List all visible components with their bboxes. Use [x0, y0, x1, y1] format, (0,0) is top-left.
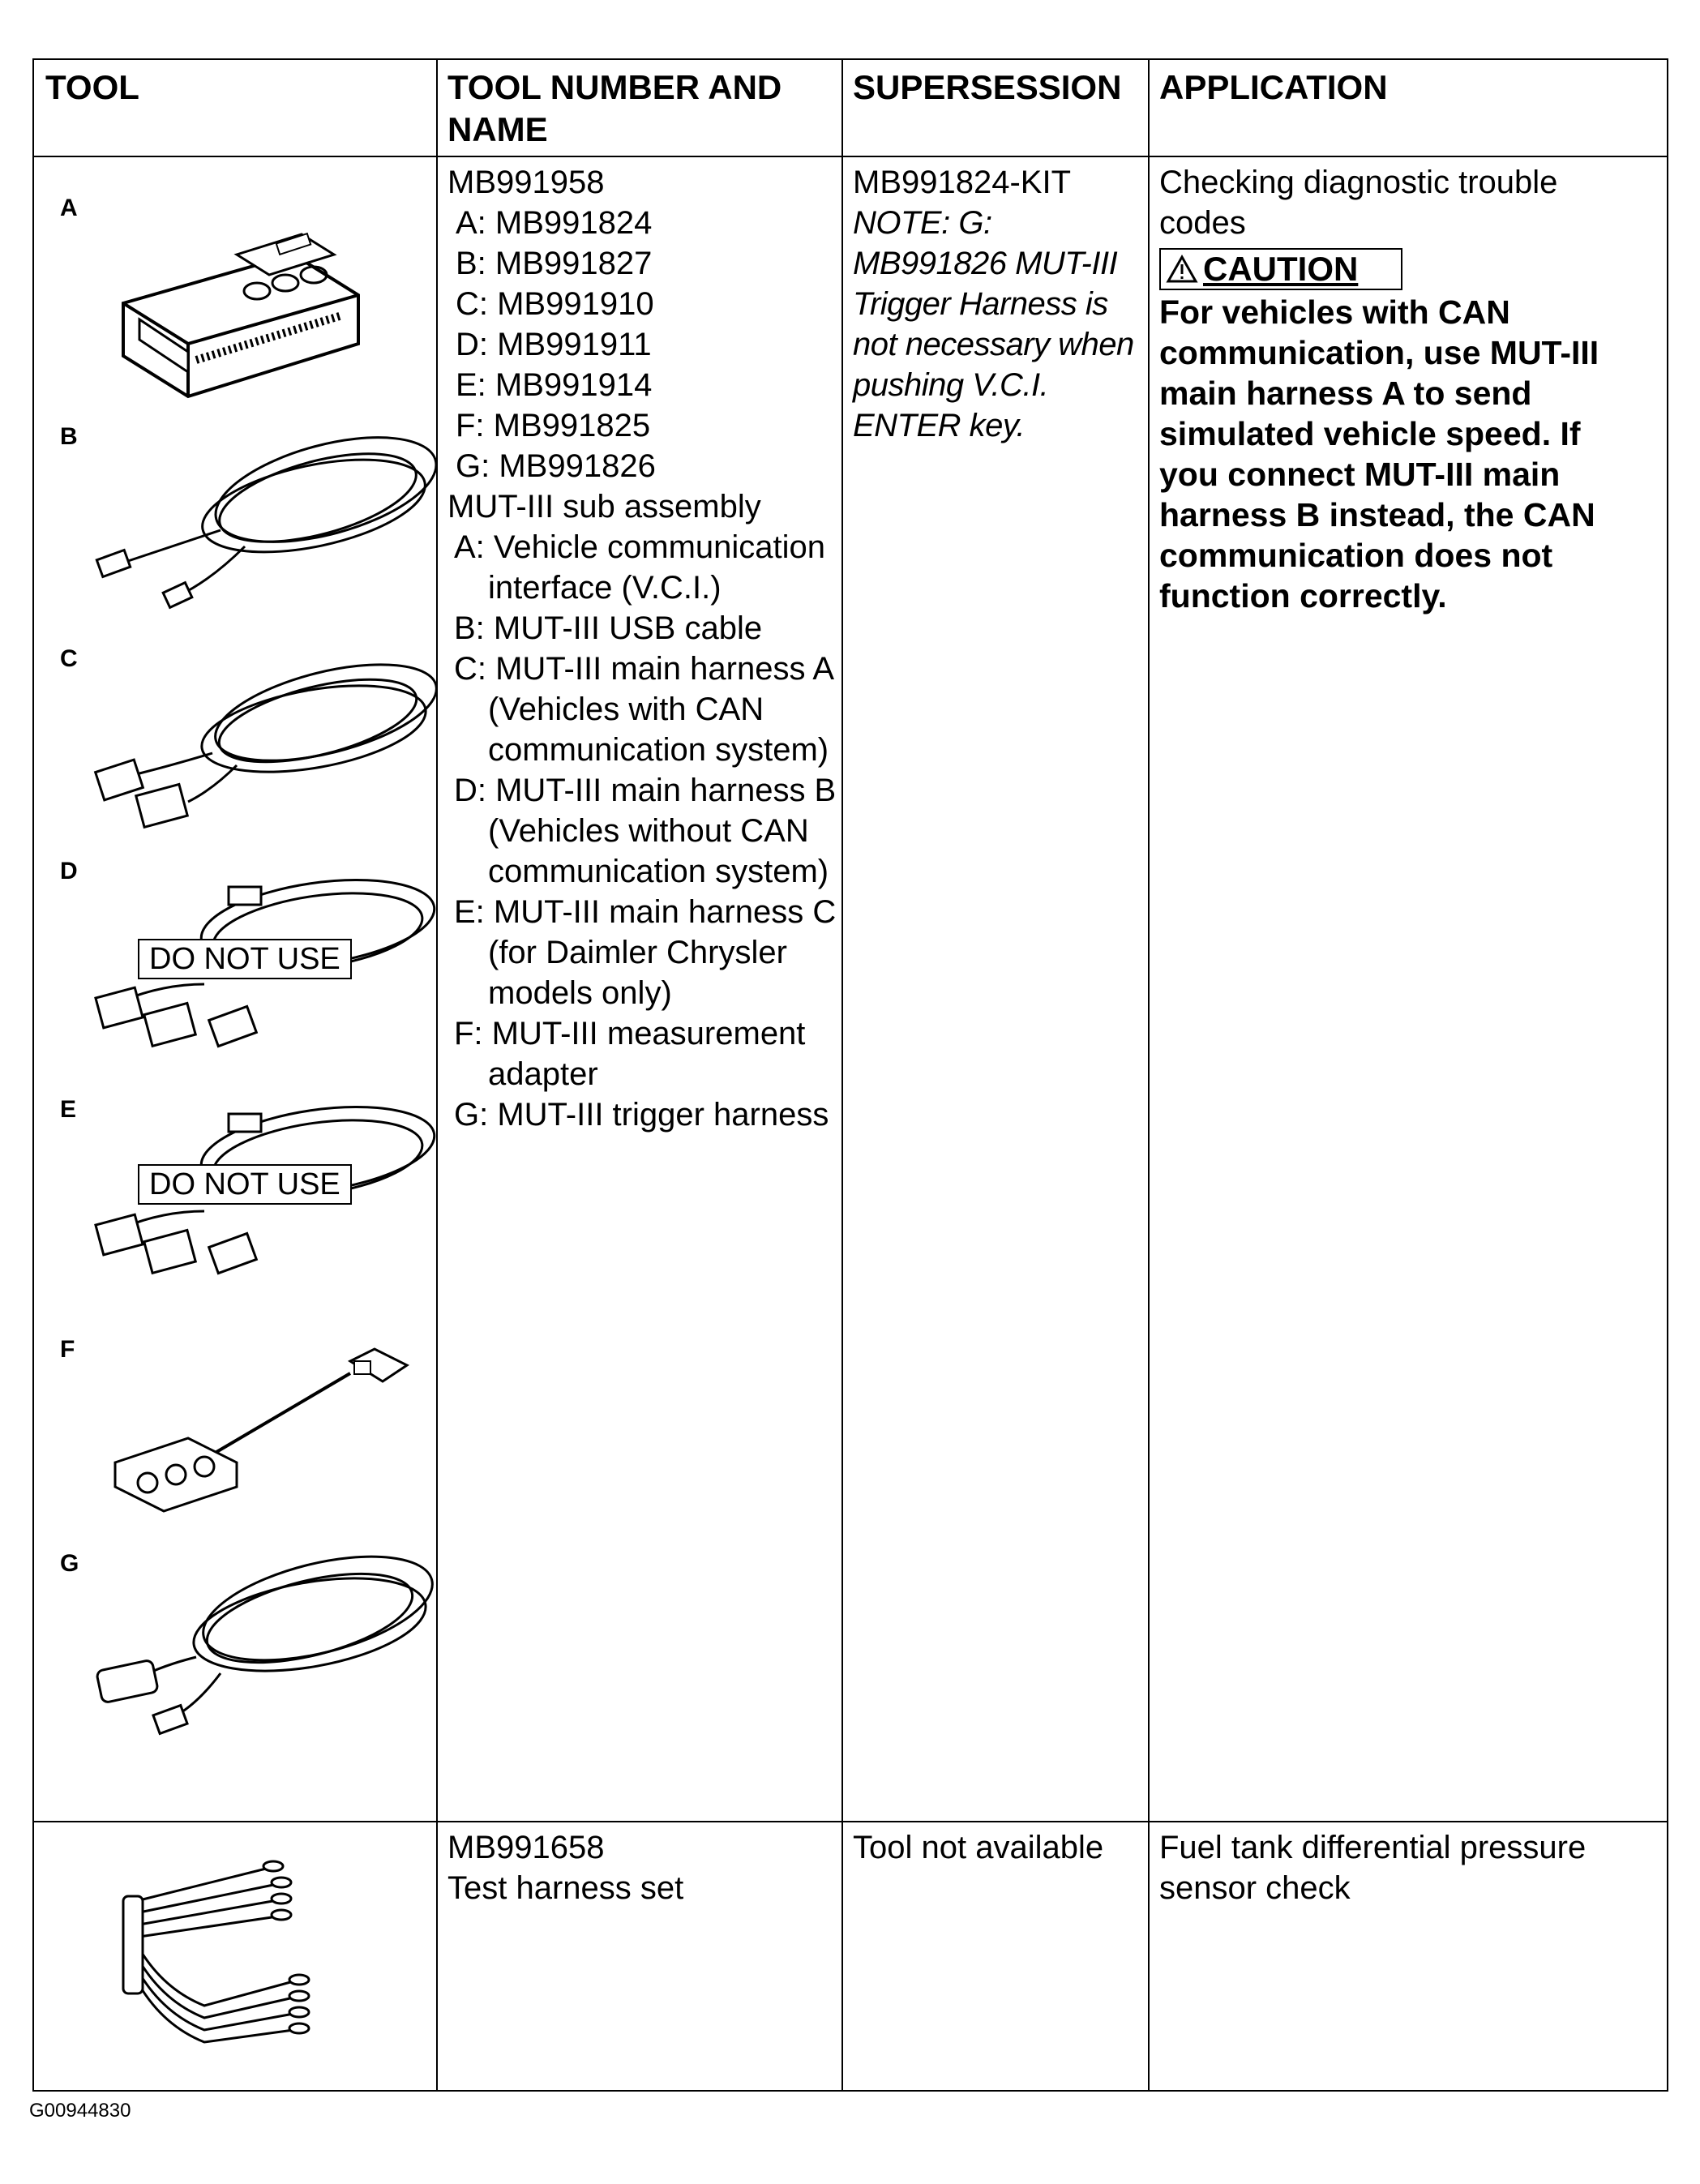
supersession-note: NOTE: G: MB991826 MUT-III Trigger Harness is not necessary when pushing V.C.I. ENTER key. [853, 205, 1134, 443]
sub-assembly-title: MUT-III sub assembly [447, 489, 761, 525]
header-tool-number: TOOL NUMBER AND NAME [447, 68, 782, 148]
sub-assembly-item: A: Vehicle communication interface (V.C.I.) [454, 529, 826, 606]
row-divider [34, 1821, 1667, 1822]
sub-assembly-item: G: MUT-III trigger harness [454, 1097, 829, 1133]
application-text: Checking diagnostic trouble codes [1159, 165, 1558, 241]
header-supersession: SUPERSESSION [853, 68, 1122, 106]
vci-device-illustration [91, 206, 383, 400]
test-harness-set-illustration [107, 1852, 350, 2062]
header-divider [34, 156, 1667, 157]
caution-label: CAUTION [1203, 250, 1359, 288]
caution-text: For vehicles with CAN communication, use MUT-III main harness A to send simulated vehicle speed. If you connect MUT-III main harness B instead, the CAN communication does not function correctly. [1159, 293, 1599, 615]
tool-label-f: F [60, 1336, 75, 1363]
main-harness-a-illustration [91, 652, 447, 838]
do-not-use-label-d: DO NOT USE [138, 939, 352, 979]
supersession-cell [853, 162, 1141, 446]
tool-label-b: B [60, 423, 78, 450]
tool-label-e: E [60, 1096, 77, 1123]
trigger-harness-illustration [91, 1544, 447, 1754]
application-row2: Fuel tank differential pressure sensor check [1159, 1830, 1587, 1906]
tool-number-test-harness: MB991658 [447, 1830, 605, 1865]
figure-id: G00944830 [29, 2100, 131, 2122]
sub-assembly-item: C: MUT-III main harness A (Vehicles with CAN communication system) [454, 651, 833, 768]
supersession-kit: MB991824-KIT [853, 165, 1072, 200]
tool-label-a: A [60, 195, 78, 221]
sub-assembly-item: F: MUT-III measurement adapter [454, 1016, 806, 1092]
usb-cable-illustration [91, 425, 447, 619]
sub-assembly-item: E: MUT-III main harness C (for Daimler Chrysler models only) [454, 894, 837, 1011]
tool-label-d: D [60, 858, 78, 884]
tool-label-g: G [60, 1550, 79, 1577]
special-tools-table [32, 58, 1668, 2092]
tool-number-item: A: MB991824 [456, 205, 653, 241]
do-not-use-label-e: DO NOT USE [138, 1164, 352, 1205]
application-cell [1159, 162, 1646, 616]
supersession-row2: Tool not available [853, 1830, 1104, 1865]
warning-triangle-icon [1166, 250, 1198, 289]
tool-number-item: G: MB991826 [456, 448, 656, 484]
tool-number-item: C: MB991910 [456, 286, 654, 322]
tool-number-item: F: MB991825 [456, 408, 651, 443]
sub-assembly-item: D: MUT-III main harness B (Vehicles without CAN communication system) [454, 773, 837, 889]
measurement-adapter-illustration [91, 1325, 431, 1519]
tool-number-kit: MB991958 [447, 165, 605, 200]
sub-assembly-item: B: MUT-III USB cable [454, 610, 763, 646]
tool-number-item: B: MB991827 [456, 246, 653, 281]
caution-box [1159, 248, 1402, 290]
tool-number-row2 [447, 1827, 837, 1908]
column-divider [436, 60, 438, 2090]
tool-number-item: D: MB991911 [456, 327, 652, 362]
tool-name-test-harness: Test harness set [447, 1870, 684, 1906]
tool-number-item: E: MB991914 [456, 367, 653, 403]
tool-label-c: C [60, 645, 78, 672]
column-divider [1148, 60, 1150, 2090]
header-application: APPLICATION [1159, 68, 1388, 106]
tool-number-list [447, 162, 837, 1135]
column-divider [841, 60, 843, 2090]
header-tool: TOOL [45, 68, 139, 106]
